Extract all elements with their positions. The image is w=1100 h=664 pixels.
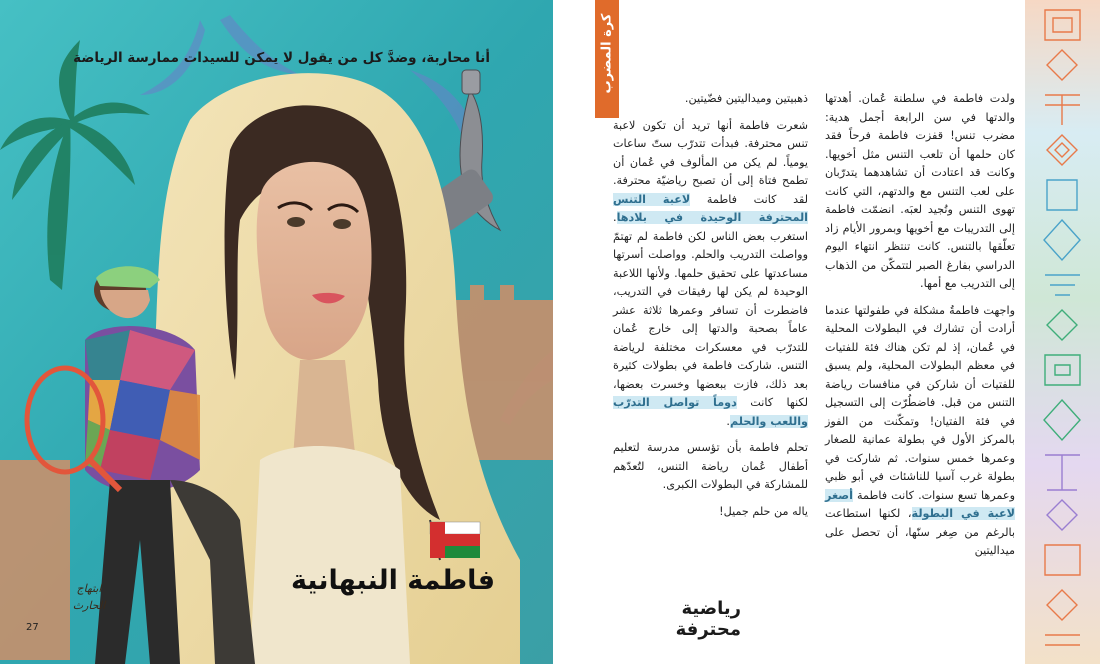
paragraph: ذهبيتين وميداليتين فضّيتين. [684,92,808,105]
paragraph: تحلم فاطمة بأن تؤسس مدرسة لتعليم أطفال عُمان رياضة التنس، لتُعدّهم للمشاركة في البطولات الكبرى. [613,441,808,491]
category-label: كرة المضرب [599,13,615,94]
highlight-text: دوماً تواصل التدرّب واللعب والحلم [613,396,808,428]
text-column-right [825,90,1015,569]
quote-text: أنا محاربة، وضدَّ كل من يقول لا يمكن للسيدات ممارسة الرياضة [73,50,490,66]
portrait-name: فاطمة النبهانية [290,565,495,596]
paragraph: ياله من حلم جميل! [719,504,808,518]
highlight-text: لاعبة التنس المحترفة الوحيدة في بلادها [613,192,808,224]
highlight-text: أصغر لاعبة في البطولة [825,488,1015,520]
paragraph: شعرت فاطمة أنها تريد أن تكون لاعبة تنس محترفة. فبدأت تتدرّب ستّ ساعات يومياً. لم يكن من المألوف في عُمان أن تطمح فتاة إلى أن تصبح رياضيّة محترفة. لقد كانت فاطمة لاعبة التنس المحترفة الوحيدة في بلادها. استغرب بعض الناس لكن فاطمة لم تهتمّ وواصلت التدريب والحلم. وواصلت أسرتها مساعدتها على تحقيق حلمها. ولأنها اللاعبة الوحيدة لم يكن لها رفيقات في التدريب، فاضطرت أن تسافر وعمرها ثلاثة عشر عاماً بصحبة والدتها إلى خارج عُمان للتدرّب في معسكرات مختلفة لرياضة التنس. شاركت فاطمة في بطولات كثيرة بعد ذلك، فازت ببعضها وخسرت بعضها، لكنها كانت دوماً تواصل التدرّب واللعب والحلم. [613,118,809,428]
artist-signature: ابتهاج الحارث [72,582,106,612]
page-number-left: 27 [26,622,39,633]
woman-face [257,162,372,360]
section-title: رياضية محترفة [675,598,741,640]
text-page [553,0,1100,664]
text-column-left [613,90,808,529]
paragraph: ولدت فاطمة في سلطنة عُمان. أهدتها والدتها في سن الرابعة أجمل هدية: مضرب تنس! قفزت فاطمة فرحاً فقد كان حلمها أن تلعب التنس مثل أخويها. وكانت قد اعتادت أن تشاهدهما يتدرّبان على لعب التنس مع والدتهم، التي كانت تهوى التنس وتُجيد لعبَه. انضمّت فاطمة إلى التدريبات مع أخويها وبمرور الأيام زاد تعلّقها بالتنس. كانت تنتظر انتهاء اليوم الدراسي بفارغ الصبر لتتمكّن من الذهاب إلى التدريب مع أمها. [825,92,1015,290]
paragraph: واجهت فاطمةُ مشكلة في طفولتها عندما أرادت أن تشارك في البطولات المحلية في عُمان، إذ لم تكن هناك فئة للفتيات في معظم البطولات المحلية، ولم يسبق للفتيات أن شاركن في منافسات رياضة التنس من قبل. فاضطُرّت إلى التسجيل في فئة الفتيان! وتمكّنت من الفوز بالمركز الأول في بطولة عمانية للصغار وعمرها خمس سنوات. ثم شاركت في بطولة غرب آسيا للناشئات في أبو ظبي وعمرها تسع سنوات. كانت فاطمة أصغر لاعبة في البطولة، لكنها استطاعت بالرغم من صِغر سنّها، أن تحصل على ميداليتين [825,303,1015,557]
oman-flag-icon [430,520,480,560]
decorative-border-strip [1025,0,1100,664]
